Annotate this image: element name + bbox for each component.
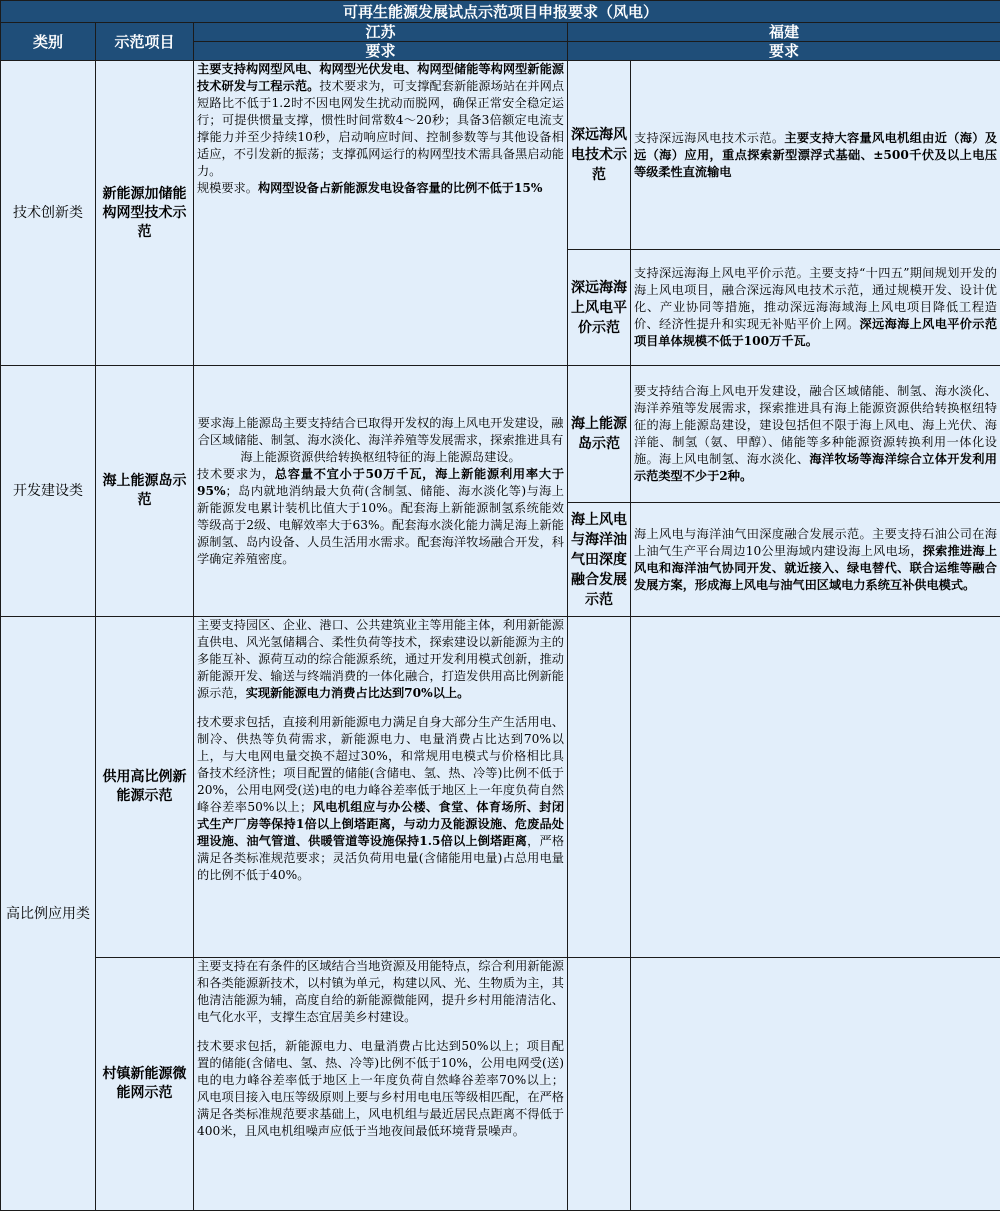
text-plain: 技术要求包括，新能源电力、电量消费占比达到50%以上；项目配置的储能(含储电、氢、热、冷等)比例不低于10%，公用电网受(送)电的电力峰谷差率低于地区上一年度负荷自然峰谷差率70%以上；风电项目接入电压等级原则上要与乡村用电电压等级相匹配，在严格满足各类标准规范要求基础上，风电机组与最近居民点距离不得低于400米，且风电机组噪声应低于当地夜间最低环境背景噪声。 <box>197 1038 564 1140</box>
project-fj-wind-oil-gas: 海上风电与海洋油气田深度融合发展示范 <box>568 503 631 617</box>
table-title: 可再生能源发展试点示范项目申报要求（风电） <box>1 1 1000 23</box>
text-bold: 实现新能源电力消费占比达到70%以上。 <box>246 686 470 700</box>
text-bold: 主要支持大容量风电机组由近（海）及远（海）应用，重点探索新型漂浮式基础、±500千伏及以上电压等级柔性直流输电 <box>634 131 997 179</box>
text-bold: 探索推进海上风电和海洋油气协同开发、就近接入、绿电替代、联合运维等融合发展方案，形成海上风电与油气田区域电力系统互补供电模式。 <box>634 544 997 592</box>
text-plain: ；岛内就地消纳最大负荷(含制氢、储能、海水淡化等)与海上新能源发电累计装机比值大于10%。配套海上新能源制氢系统能效等级高于2级、电解效率大于63%。配套海水淡化能力满足海上新能源制氢、岛内设备、人员生活用水需求。配套海洋牧场融合开发，科学确定养殖密度。 <box>197 484 564 566</box>
category-development: 开发建设类 <box>1 366 96 617</box>
category-tech-innovation: 技术创新类 <box>1 61 96 366</box>
requirement-fj-wind-oil-gas <box>631 503 1000 617</box>
project-js-grid-forming: 新能源加储能构网型技术示范 <box>96 61 194 366</box>
category-high-ratio: 高比例应用类 <box>1 617 96 1211</box>
text-bold: 风电机组应与办公楼、食堂、体育场所、封闭式生产厂房等保持1倍以上倒塔距离，与动力及能源设施、危废品处理设施、油气管道、供暖管道等设施保持1.5倍以上倒塔距离 <box>197 800 564 848</box>
header-project: 示范项目 <box>96 23 194 61</box>
text-plain: 主要支持在有条件的区域结合当地资源及用能特点，综合利用新能源和各类能源新技术，以村镇为单元，构建以风、光、生物质为主，其他清洁能源为辅，高度自给的新能源微能网，提升乡村用能清洁化、电气化水平，支撑生态宜居美乡村建设。 <box>197 958 564 1026</box>
text-plain: 主要支持园区、企业、港口、公共建筑业主等用能主体，利用新能源直供电、风光氢储耦合、柔性负荷等技术，探索建设以新能源为主的多能互补、源荷互动的综合能源系统，通过开发利用模式创新，推动新能源开发、输送与终端消费的一体化融合，打造发供用高比例新能源示范， <box>197 618 564 700</box>
requirement-fj-deep-sea-parity <box>631 250 1000 366</box>
text-plain: 规模要求。 <box>197 181 258 195</box>
project-js-energy-island: 海上能源岛示范 <box>96 366 194 617</box>
text-bold: 主要支持构网型风电、构网型光伏发电、构网型储能等构网型新能源技术研发与工程示范。 <box>197 62 564 93</box>
empty-cell <box>631 617 1000 958</box>
requirement-js-grid-forming <box>194 61 568 366</box>
text-bold: 海洋牧场等海洋综合立体开发利用示范类型不少于2种。 <box>634 452 997 483</box>
header-fujian: 福建 <box>568 23 1000 42</box>
text-plain: 要求海上能源岛主要支持结合已取得开发权的海上风电开发建设，融合区域储能、制氢、海水淡化、海洋养殖等发展需求，探索推进具有海上能源资源供给转换枢纽特征的海上能源岛建设。 <box>197 415 564 466</box>
text-plain: 海上风电与海洋油气田深度融合发展示范。主要支持石油公司在海上油气生产平台周边10公里海域内建设海上风电场， <box>634 527 997 558</box>
text-plain: 技术要求为， <box>197 467 275 481</box>
requirement-fj-energy-island <box>631 366 1000 503</box>
text-plain: 支持深远海海上风电平价示范。主要支持“十四五”期间规划开发的海上风电项目，融合深远海风电技术示范，通过规模开发、设计优化、产业协同等措施，推动深远海海域海上风电项目降低工程造价、经济性提升和实现无补贴平价上网。 <box>634 266 997 331</box>
project-fj-deep-sea-tech: 深远海风电技术示范 <box>568 61 631 250</box>
empty-cell <box>568 958 631 1211</box>
requirement-js-energy-island <box>194 366 568 617</box>
text-plain: 要支持结合海上风电开发建设，融合区域储能、制氢、海水淡化、海洋养殖等发展需求，探索推进具有海上能源资源供给转换枢纽特征的海上能源岛建设，建设包括但不限于海上风电、海上光伏、海洋能、制氢（氨、甲醇）、储能等多种能源资源转换利用一体化设施。海上风电制氢、海水淡化、 <box>634 384 997 466</box>
project-js-village-microgrid: 村镇新能源微能网示范 <box>96 958 194 1211</box>
requirement-fj-deep-sea-tech <box>631 61 1000 250</box>
requirement-js-high-ratio-supply <box>194 617 568 958</box>
project-fj-energy-island: 海上能源岛示范 <box>568 366 631 503</box>
header-jiangsu: 江苏 <box>194 23 568 42</box>
text-plain: 技术要求包括，直接利用新能源电力满足自身大部分生产生活用电、制冷、供热等负荷需求，新能源电力、电量消费占比达到70%以上，与大电网电量交换不超过30%，和常规用电模式与价格相比具备技术经济性；项目配置的储能(含储电、氢、热、冷等)比例不低于20%，公用电网受(送)电的电力峰谷差率低于地区上一年度负荷自然峰谷差率50%以上； <box>197 715 564 814</box>
text-plain: 技术要求为，可支撑配套新能源场站在并网点短路比不低于1.2时不因电网发生扰动而脱网，确保正常安全稳定运行；可提供惯量支撑，惯性时间常数4～20秒；具备3倍额定电流支撑能力并至少持续10秒，启动响应时间、控制参数等与其他设备相适应，不引发新的振荡；支撑孤网运行的构网型技术需具备黑启动能力。 <box>197 79 564 178</box>
project-fj-deep-sea-parity: 深远海海上风电平价示范 <box>568 250 631 366</box>
text-bold: 深远海海上风电平价示范项目单体规模不低于100万千瓦。 <box>634 317 997 348</box>
empty-cell <box>631 958 1000 1211</box>
header-fujian-requirement: 要求 <box>568 42 1000 61</box>
text-plain: 支持深远海风电技术示范。 <box>634 131 784 145</box>
header-jiangsu-requirement: 要求 <box>194 42 568 61</box>
empty-cell <box>568 617 631 958</box>
text-bold: 构网型设备占新能源发电设备容量的比例不低于15% <box>258 181 542 195</box>
project-js-high-ratio-supply: 供用高比例新能源示范 <box>96 617 194 958</box>
requirement-js-village-microgrid <box>194 958 568 1211</box>
text-bold: 总容量不宜小于50万千瓦，海上新能源利用率大于95% <box>197 467 564 498</box>
text-plain: ，严格满足各类标准规范要求；灵活负荷用电量(含储能用电量)占总用电量的比例不低于40%。 <box>197 834 564 882</box>
header-category: 类别 <box>1 23 96 61</box>
